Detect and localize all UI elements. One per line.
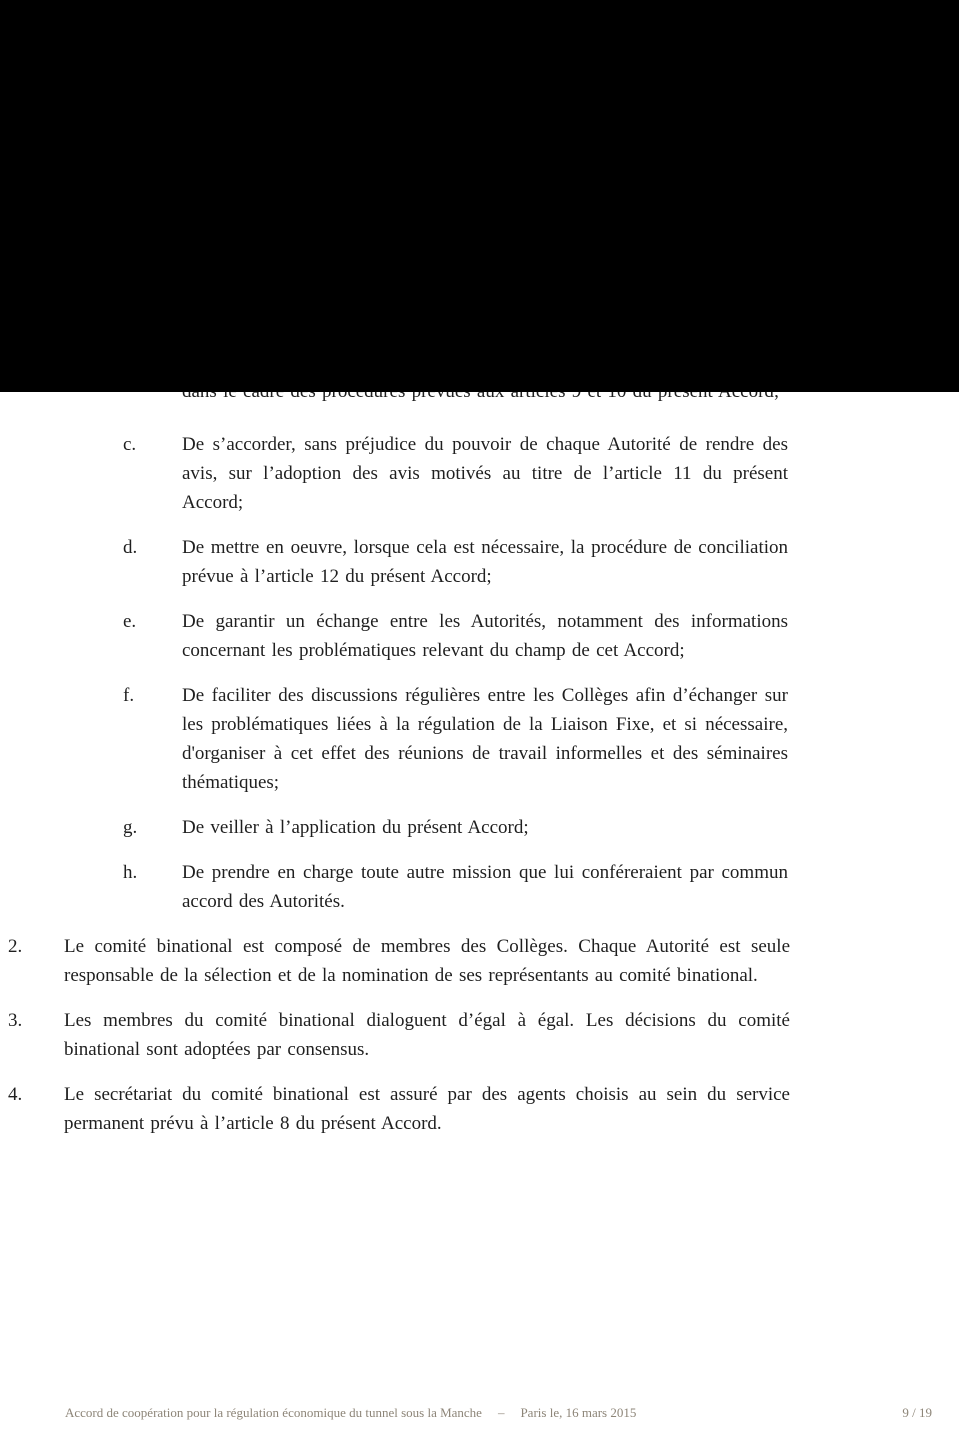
list-item-text: De garantir un échange entre les Autorités, notamment des informations concernant les problématiques relevant du champ de cet Accord;	[182, 611, 788, 661]
list-item-f	[0, 681, 959, 797]
numbered-item-text: Les membres du comité binational dialoguent d’égal à égal. Les décisions du comité binational sont adoptées par consensus.	[64, 1010, 790, 1060]
footer-separator: –	[497, 1405, 505, 1420]
list-item-text: De veiller à l’application du présent Accord;	[182, 817, 529, 838]
list-item-label: f.	[123, 685, 135, 706]
list-item-h	[0, 858, 959, 916]
footer-page-number: 9 / 19	[902, 1405, 932, 1420]
list-item-text: De prendre en charge toute autre mission que lui conféreraient par commun accord des Autorités.	[182, 862, 788, 912]
list-item-c	[0, 430, 959, 517]
document-body	[0, 377, 959, 1154]
numbered-item-label: 4.	[8, 1084, 23, 1105]
numbered-item-label: 2.	[8, 936, 23, 957]
list-item-d	[0, 533, 959, 591]
footer-date: Paris le, 16 mars 2015	[520, 1405, 637, 1420]
list-item-text: De s’accorder, sans préjudice du pouvoir de chaque Autorité de rendre des avis, sur l’adoption des avis motivés au titre de l’article 11 du présent Accord;	[182, 434, 788, 513]
list-item-text: De mettre en oeuvre, lorsque cela est nécessaire, la procédure de conciliation prévue à l’article 12 du présent Accord;	[182, 537, 788, 587]
redacted-region	[0, 0, 959, 392]
numbered-item-3	[0, 1006, 959, 1064]
list-item-label: d.	[123, 537, 138, 558]
numbered-item-text: Le comité binational est composé de membres des Collèges. Chaque Autorité est seule responsable de la sélection et de la nomination de ses représentants au comité binational.	[64, 936, 790, 986]
footer-document-title: Accord de coopération pour la régulation économique du tunnel sous la Manche	[65, 1405, 482, 1420]
list-item-label: e.	[123, 611, 137, 632]
numbered-item-text: Le secrétariat du comité binational est assuré par des agents choisis au sein du service permanent prévu à l’article 8 du présent Accord.	[64, 1084, 790, 1134]
numbered-item-4	[0, 1080, 959, 1138]
numbered-item-label: 3.	[8, 1010, 23, 1031]
list-item-g	[0, 813, 959, 842]
list-item-label: g.	[123, 817, 138, 838]
page-footer	[65, 1404, 932, 1421]
list-item-text: De faciliter des discussions régulières entre les Collèges afin d’échanger sur les problématiques liées à la régulation de la Liaison Fixe, et si nécessaire, d'organiser à cet effet des réunions de travail informelles et des séminaires thématiques;	[182, 685, 788, 793]
numbered-item-2	[0, 932, 959, 990]
footer-left	[65, 1404, 636, 1421]
list-item-label: c.	[123, 434, 137, 455]
list-item-label: h.	[123, 862, 138, 883]
list-item-e	[0, 607, 959, 665]
